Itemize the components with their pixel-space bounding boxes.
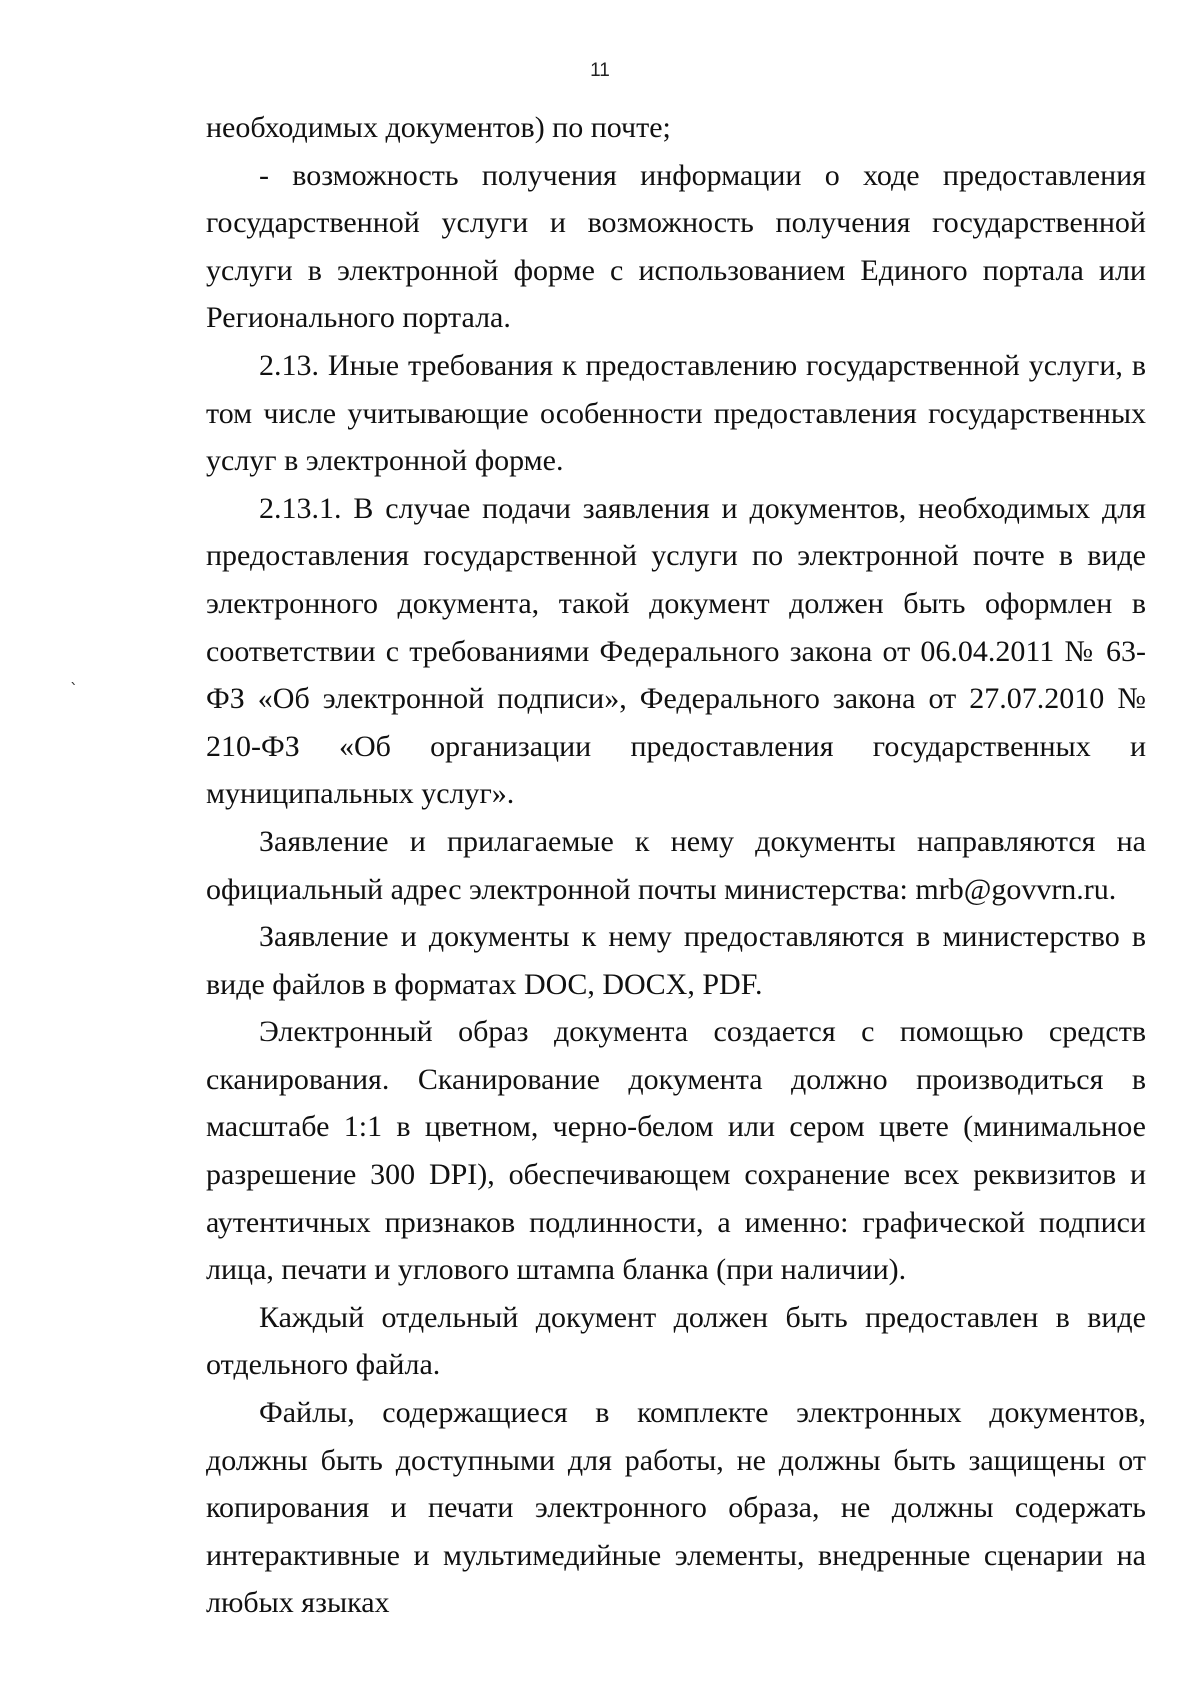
paragraph: - возможность получения информации о ходе предоставления государственной услуги и возможность получения государственной услуги в электронной форме с использованием Единого портала или Регионального портала.	[206, 158, 1146, 335]
scan-artifact-mark: `	[70, 680, 78, 699]
paragraph: Каждый отдельный документ должен быть предоставлен в виде отдельного файла.	[206, 1300, 1146, 1382]
paragraph: 2.13.1. В случае подачи заявления и документов, необходимых для предоставления государственной услуги по электронной почте в виде электронного документа, такой документ должен быть оформлен в соответствии с требованиями Федерального закона от 06.04.2011 № 63-ФЗ «Об электронной подписи», Федерального закона от 27.07.2010 № 210-ФЗ «Об организации предоставления государственных и муниципальных услуг».	[206, 491, 1146, 811]
page-number: 11	[590, 60, 610, 81]
paragraph: необходимых документов) по почте;	[206, 111, 671, 144]
paragraph: Заявление и прилагаемые к нему документы направляются на официальный адрес электронной почты министерства: mrb@govvrn.ru.	[206, 824, 1146, 906]
document-body	[206, 104, 1146, 1627]
paragraph: Электронный образ документа создается с помощью средств сканирования. Сканирование документа должно производиться в масштабе 1:1 в цветном, черно-белом или сером цвете (минимальное разрешение 300 DPI), обеспечивающем сохранение всех реквизитов и аутентичных признаков подлинности, а именно: графической подписи лица, печати и углового штампа бланка (при наличии).	[206, 1015, 1146, 1287]
paragraph: Заявление и документы к нему предоставляются в министерство в виде файлов в форматах DOC, DOCX, PDF.	[206, 920, 1146, 1001]
paragraph: Файлы, содержащиеся в комплекте электронных документов, должны быть доступными для работы, не должны быть защищены от копирования и печати электронного образа, не должны содержать интерактивные и мультимедийные элементы, внедренные сценарии на любых языках	[206, 1396, 1146, 1620]
paragraph: 2.13. Иные требования к предоставлению государственной услуги, в том числе учитывающие особенности предоставления государственных услуг в электронной форме.	[206, 348, 1146, 478]
